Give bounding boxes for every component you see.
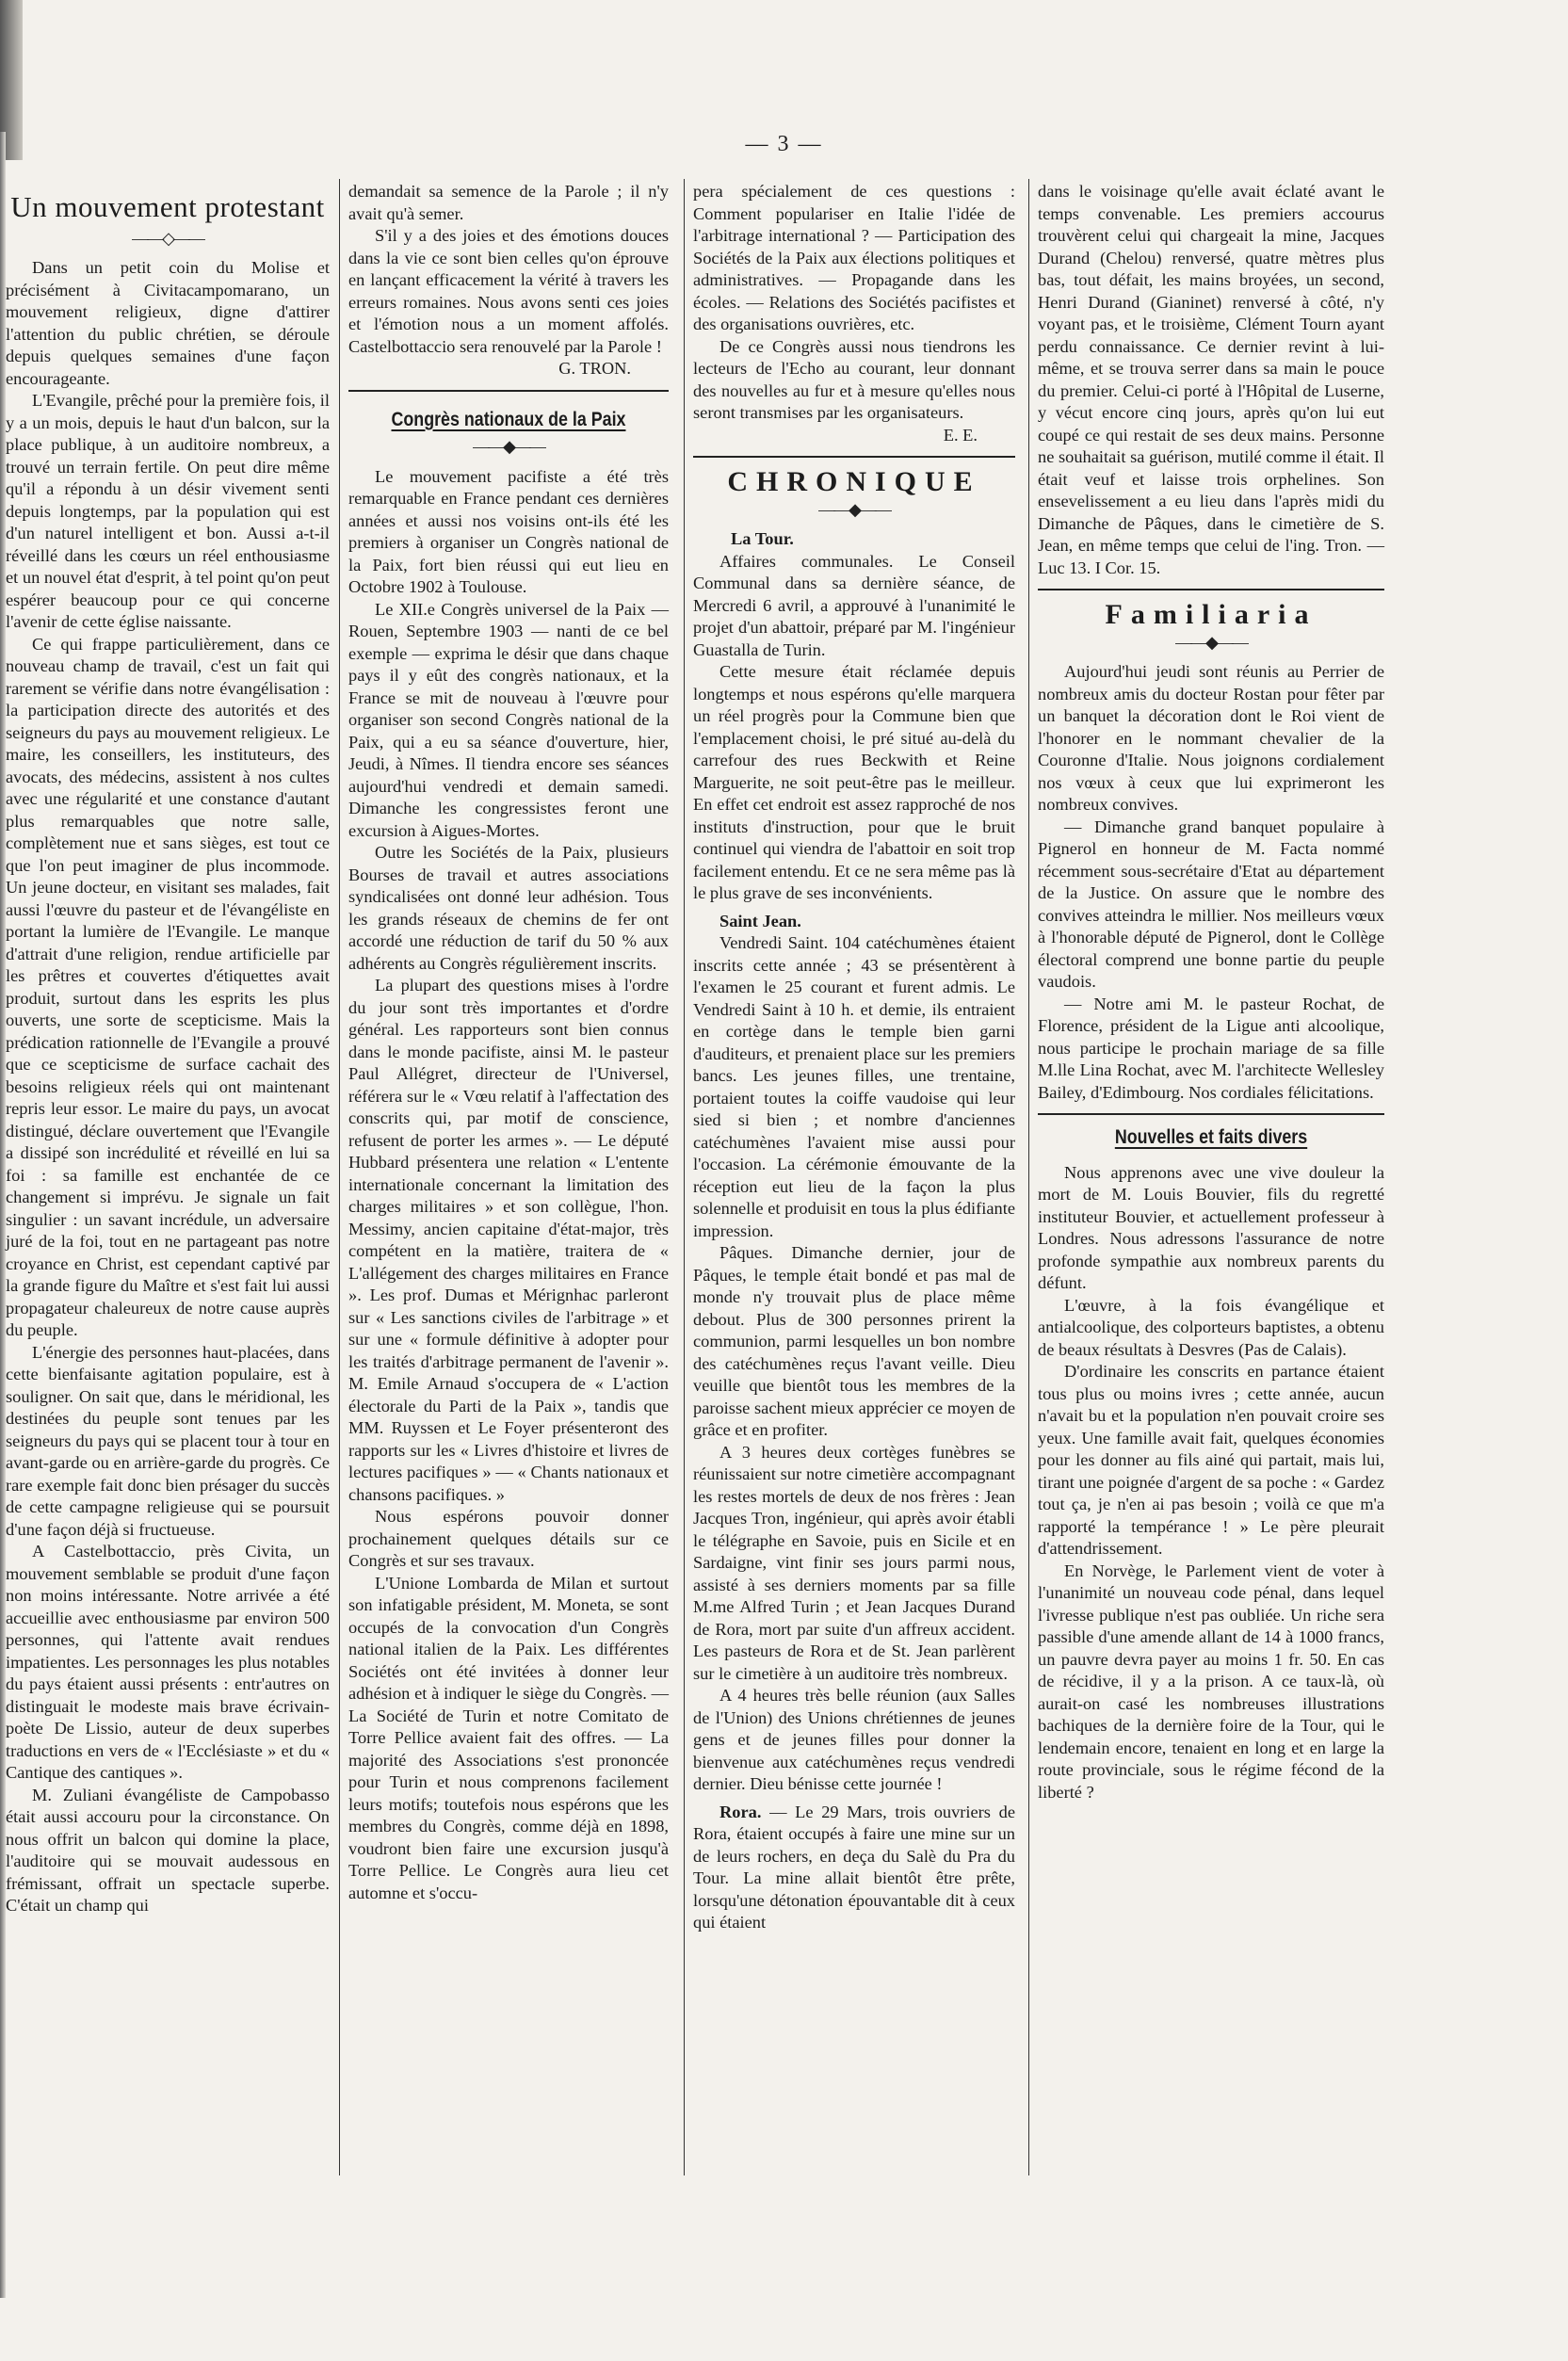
paragraph: En Norvège, le Parlement vient de voter à l'unanimité un nouveau code pénal, dans lequel l'ivresse publique n'est pas oubliée. Un riche sera passible d'une amende allant de 14 à 1000 francs, un pauvre devra payer au moins 1 fr. 50. En cas de récidive, il y a la prison. A ce taux-là, où aurait-on casé les nombreuses illustrations bachiques de la dernière foire de la Tour, qui le lendemain encore, tenaient en long et en large la route provinciale, sous le régime fécond de la liberté ?: [1038, 1561, 1384, 1802]
title-ornament: ——◆——: [1175, 632, 1247, 652]
title-ornament: ——◇——: [132, 228, 203, 248]
column-2: [348, 181, 669, 1904]
section-divider: [693, 456, 1015, 458]
paragraph: Affaires communales. Le Conseil Communal dans sa dernière séance, de Mercredi 6 avril, a approuvé à l'unanimité le projet d'un abattoir, préparé par M. l'ingénieur Guastalla de Turin.: [693, 551, 1015, 659]
paragraph: Vendredi Saint. 104 catéchumènes étaient inscrits cette année ; 43 se présentèrent à l'examen le 25 courant et furent admis. Le Vendredi Saint à 10 h. et demie, ils entraient en cortège dans le temple bien garni d'auditeurs, et prenaient place sur les premiers bancs. Les jeunes filles, une trentaine, portaient toutes la coiffe vaudoise qui leur sied si bien ; et nombre d'anciennes catéchumènes l'avaient mise aussi pour l'occasion. La cérémonie émouvante de la réception eut lieu de la façon la plus solennelle et produisit en tous la plus édifiante impression.: [693, 933, 1015, 1240]
paragraph: Nous apprenons avec une vive douleur la mort de M. Louis Bouvier, fils du regretté instituteur Bouvier, et actuellement professeur à Londres. Nous adressons l'assurance de notre profonde sympathie aux nombreux parents du défunt.: [1038, 1162, 1384, 1292]
paragraph: L'Evangile, prêché pour la première fois, il y a un mois, depuis le haut d'un balcon, sur la place publique, à un auditoire nombreux, a trouvé un terrain fertile. On peut dire même qu'il a répondu à un désir vivement senti depuis longtemps, par la population qui est d'un naturel intelligent et bon. Aussi a-t-il réveillé dans les cœurs un réel enthousiasme et un nouvel état d'esprit, à tel point qu'on peut espérer beaucoup pour ce qui concerne l'avenir de cette église naissante.: [6, 391, 330, 631]
paragraph: Cette mesure était réclamée depuis longtemps et nous espérons qu'elle marquera un réel progrès pour la Commune bien que l'emplacement choisi, le pré situé au-delà du carrefour des rues Beckwith et Reine Marguerite, ne soit peut-être pas le meilleur. En effet cet endroit est assez rapproché de nos instituts d'instruction, pour que le bruit continuel qui viendra de l'abattoir en soit trop facilement entendu. Et ce ne sera même pas là le plus grave de ses inconvénients.: [693, 662, 1015, 902]
paragraph: Le XII.e Congrès universel de la Paix — Rouen, Septembre 1903 — nanti de ce bel exemple — exprima le désir que dans chaque pays il y eût des congrès nationaux, et la France se mit de nouveau à l'œuvre pour organiser son second Congrès national de la Paix, qui a eu sa séance d'ouverture, hier, Jeudi, à Nîmes. Il tiendra encore ses séances aujourd'hui vendredi et demain samedi. Dimanche les congressistes feront une excursion à Aigues-Mortes.: [348, 599, 669, 840]
section-divider: [348, 390, 669, 392]
signature-ee: E. E.: [943, 425, 978, 445]
paragraph: L'énergie des personnes haut-placées, dans cette bienfaisante agitation populaire, est à souligner. On sait que, dans le méridional, les destinées du peuple sont tenues par les seigneurs du pays qui se placent tour à tour en avant-garde ou en arrière-garde du progrès. Ce rare exemple fait donc bien présager du succès de cette campagne religieuse qui se poursuit d'une façon déjà si fructueuse.: [6, 1342, 330, 1539]
paragraph: dans le voisinage qu'elle avait éclaté avant le temps convenable. Les premiers accourus trouvèrent celui qui chargeait la mine, Jacques Durand (Chelou) renversé, quatre mètres plus bas, tout défait, les mains broyées, un second, Henri Durand (Gianinet) renversé à côté, n'y voyant pas, et le troisième, Clément Tourn ayant perdu connaissance. Ce dernier revint à lui-même, et se trouva serrer dans sa main le pouce du premier. Celui-ci porté à l'Hôpital de Luserne, y vécut encore cinq jours, après qu'on lui eut coupé ce qui restait de ses deux mains. Personne ne souhaitait sa guérison, mutilé comme il était. Il était veuf et laisse trois orphelines. Son ensevelissement a eu lieu dans l'après midi du Dimanche de Pâques, dans le cimetière de S. Jean, en même temps que celui de l'ing. Tron. — Luc 13. I Cor. 15.: [1038, 182, 1384, 577]
paragraph: demandait sa semence de la Parole ; il n'y avait qu'à semer.: [348, 182, 669, 223]
paragraph: Dans un petit coin du Molise et précisément à Civitacampomarano, un mouvement religieux, digne d'attirer l'attention du public chrétien, se déroule depuis quelques semaines d'une façon encourageante.: [6, 258, 330, 388]
paragraph: S'il y a des joies et des émotions douces dans la vie ce sont bien celles qu'on éprouve en lançant efficacement la vérité à travers les erreurs romaines. Nous avons senti ces joies et l'émotion nous a un moment affolés. Castelbottaccio sera renouvelé par la Parole !: [348, 226, 669, 356]
paragraph: Nous espérons pouvoir donner prochainement quelques détails sur ce Congrès et sur ses travaux.: [348, 1507, 669, 1570]
title-ornament: ——◆——: [473, 437, 544, 456]
paragraph: Ce qui frappe particulièrement, dans ce nouveau champ de travail, c'est un fait qui rarement se vérifie dans notre évangélisation : la participation directe des autorités et des seigneurs du pays au mouvement religieux. Le maire, les conseillers, les instituteurs, des avocats, des médecins, assistent à nos cultes avec une régularité et une constance d'autant plus remarquables que notre salle, complètement nue et sans sièges, est tout ce que l'on peut imaginer de plus incommode. Un jeune docteur, en visitant ses malades, fait aussi l'œuvre du pasteur et de l'évangéliste en portant la lumière de l'Evangile. Le manque d'attrait d'une religion, rendue artificielle par les prêtres et couvertes d'étiquettes avait produit, surtout dans les esprits les plus ouverts, une sorte de scepticisme. Mais la prédication rationnelle de l'Evangile a prouvé que ce scepticisme de surface cachait des besoins religieux réels qui ont maintenant repris leur essor. Le maire du pays, un avocat distingué, déclare ouvertement que l'Evangile a dissipé son incrédulité et réveillé en lui sa foi : sa famille est enchantée de ce changement si imprévu. Je signale un fait singulier : un savant incrédule, un adversaire juré de la foi, tout en ne partageant pas notre croyance en Christ, est cependant captivé par la grande figure du Maître et s'est fait lui aussi propagateur chaleureux de notre cause auprès du peuple.: [6, 634, 330, 1339]
subheading-rora: Rora.: [719, 1802, 762, 1821]
column-rule-3: [1028, 179, 1029, 2175]
column-1: [6, 181, 330, 1917]
paragraph: De ce Congrès aussi nous tiendrons les lecteurs de l'Echo au courant, leur donnant des nouvelles au fur et à mesure qu'elles nous seront transmises par les organisateurs.: [693, 336, 1015, 422]
paragraph: Outre les Sociétés de la Paix, plusieurs Bourses de travail et autres associations syndicalisées ont donné leur adhésion. Tous les grands réseaux de chemins de fer ont accordé une réduction de tarif du 50 % aux adhérents au Congrès régulièrement inscrits.: [348, 843, 669, 973]
paragraph: L'œuvre, à la fois évangélique et antialcoolique, des colporteurs baptistes, a obtenu de beaux résultats à Desvres (Pas de Calais).: [1038, 1295, 1384, 1359]
paragraph: D'ordinaire les conscrits en partance étaient tous plus ou moins ivres ; cette année, aucun n'avait bu et la population n'en pouvait croire ses yeux. Une famille avait fait, quelques économies pour les donner au fils ainé qui partait, mais lui, tirant une poignée d'argent de sa poche : « Gardez tout ça, je n'en ai pas besoin ; voilà ce que m'a rapporté la tempérance ! » Le père pleurait d'attendrissement.: [1038, 1362, 1384, 1558]
column-rule-2: [684, 179, 685, 2175]
column-4: [1038, 181, 1384, 1803]
paragraph: Pâques. Dimanche dernier, jour de Pâques, le temple était bondé et pas mal de monde n'y trouvait plus de place même debout. Plus de 300 personnes prirent la communion, parmi lesquelles un bon nombre des catéchumènes reçus l'avant veille. Dieu veuille que bientôt tous les membres de la paroisse sachent mieux apprécier ce moyen de grâce et en profiter.: [693, 1243, 1015, 1439]
section-title-familiaria: Familiaria: [1105, 599, 1317, 630]
paragraph: La plupart des questions mises à l'ordre du jour sont très importantes et d'ordre général. Les rapporteurs sont bien connus dans le monde pacifiste, ainsi M. le pasteur Paul Allégret, directeur de l'Universel, référera sur le « Vœu relatif à l'affectation des conscrits qui, par motif de conscience, refusent de porter les armes ». — Le député Hubbard présentera une relation « L'entente internationale concernant la limitation des charges militaires » et son collègue, l'hon. Messimy, ancien capitaine d'état-major, très compétent en la matière, traitera de « L'allégement des charges militaires en France ». Les prof. Dumas et Mérignhac parleront sur « Les sanctions civiles de l'arbitrage » et sur une « formule définitive à adopter pour les traités d'arbitrage permanent de l'avenir ». M. Emile Arnaud s'occupera de « L'action électorale du Parti de la Paix », tandis que MM. Ruyssen et Le Foyer présenteront des rapports sur les « Livres d'histoire et livres de lectures pacifiques » — « Chants nationaux et chansons pacifiques. »: [348, 976, 669, 1504]
section-title-nouvelles: Nouvelles et faits divers: [1114, 1126, 1308, 1148]
paragraph: Aujourd'hui jeudi sont réunis au Perrier de nombreux amis du docteur Rostan pour fêter par un banquet la décoration dont le Roi vient de l'honorer en le nommant chevalier de la Couronne d'Italie. Nous joignons cordialement nos vœux à ceux que lui exprimeront les nombreux convives.: [1038, 662, 1384, 814]
paragraph: M. Zuliani évangéliste de Campobasso était aussi accouru pour la circonstance. On nous offrit un balcon qui domine la place, l'auditoire qui se mouvait audessous en frémissant, offrait un spectacle superbe. C'était un champ qui: [6, 1785, 330, 1915]
signature-tron: G. TRON.: [558, 359, 631, 378]
section-divider: [1038, 589, 1384, 590]
article-title-mouvement: Un mouvement protestant: [10, 190, 325, 223]
article-title-congres: Congrès nationaux de la Paix: [391, 408, 626, 430]
column-rule-1: [339, 179, 340, 2175]
paragraph: L'Unione Lombarda de Milan et surtout son infatigable président, M. Moneta, se sont occupés de la convocation d'un Congrès national italien de la Paix. Les différentes Sociétés ont été invitées à donner leur adhésion et à indiquer le siège du Congrès. — La Société de Turin et notre Comitato de Torre Pellice avaient fait des offres. — La majorité des Associations s'est prononcée pour Turin et nous comprenons facilement leurs motifs; toutefois nous espérons que les membres du Congrès, comme déjà en 1898, voudront bien faire une excursion jusqu'à Torre Pellice. Le Congrès aura lieu cet automne et s'occu-: [348, 1573, 669, 1902]
section-title-chronique: CHRONIQUE: [727, 466, 981, 497]
paragraph: pera spécialement de ces questions : Comment populariser en Italie l'idée de l'arbitrage international ? — Participation des Sociétés de la Paix aux élections politiques et administratives. — Propagande dans les écoles. — Relations des Sociétés pacifistes et des organisations ouvrières, etc.: [693, 182, 1015, 333]
paragraph: — Le 29 Mars, trois ouvriers de Rora, étaient occupés à faire une mine sur un de leurs rochers, en deça du Salè du Pra du Tour. La mine allait bientôt être prête, lorsqu'une détonation épouvantable dit à ceux qui étaient: [693, 1802, 1015, 1932]
subheading-saint-jean: Saint Jean.: [719, 911, 801, 930]
paragraph: — Notre ami M. le pasteur Rochat, de Florence, président de la Ligue anti alcoolique, nous participe le prochain mariage de sa fille M.lle Lina Rochat, avec M. l'architecte Wellesley Bailey, d'Edimbourg. Nos cordiales félicitations.: [1038, 994, 1384, 1102]
paragraph: — Dimanche grand banquet populaire à Pignerol en honneur de M. Facta nommé récemment sous-secrétaire d'Etat au département de la Justice. On assure que le nombre des convives atteindra le millier. Nos meilleurs vœux à l'honorable député de Pignerol, dont le Collège électoral comprend une bonne partie du peuple vaudois.: [1038, 817, 1384, 991]
title-ornament: ——◆——: [818, 499, 890, 519]
page-number: — 3 —: [745, 132, 823, 156]
subheading-la-tour: La Tour.: [731, 529, 794, 548]
column-3: [693, 181, 1015, 1934]
paragraph: Le mouvement pacifiste a été très remarquable en France pendant ces dernières années et aussi nos voisins ont-ils été les premiers à organiser un Congrès national de la Paix, fort bien réussi qui eut lieu en Octobre 1902 à Toulouse.: [348, 466, 669, 596]
paragraph: A Castelbottaccio, près Civita, un mouvement semblable se produit d'une façon non moins intéressante. Notre arrivée a été accueillie avec enthousiasme par environ 500 personnes, qui l'attente avait rendues impatientes. Les personnages les plus notables du pays étaient aussi présents : entr'autres on distinguait le modeste mais brave écrivain-poète De Lissio, auteur de deux superbes traductions en vers de « l'Ecclésiaste » et du « Cantique des cantiques ».: [6, 1542, 330, 1782]
paragraph: A 4 heures très belle réunion (aux Salles de l'Union) des Unions chrétiennes de jeunes gens et de jeunes filles pour donner la bienvenue aux catéchumènes reçus vendredi dernier. Dieu bénisse cette journée !: [693, 1686, 1015, 1793]
paragraph: A 3 heures deux cortèges funèbres se réunissaient sur notre cimetière accompagnant les restes mortels de deux de nos frères : Jean Jacques Tron, ingénieur, qui après avoir établi le télégraphe en Savoie, puis en Sicile et en Sardaigne, vint finir ses jours parmi nous, assisté à ses derniers moments par sa fille M.me Alfred Turin ; et Jean Jacques Durand de Rora, mort par suite d'un affreux accident. Les pasteurs de Rora et de St. Jean parlèrent sur le cimetière à un auditoire très nombreux.: [693, 1442, 1015, 1683]
section-divider: [1038, 1113, 1384, 1115]
